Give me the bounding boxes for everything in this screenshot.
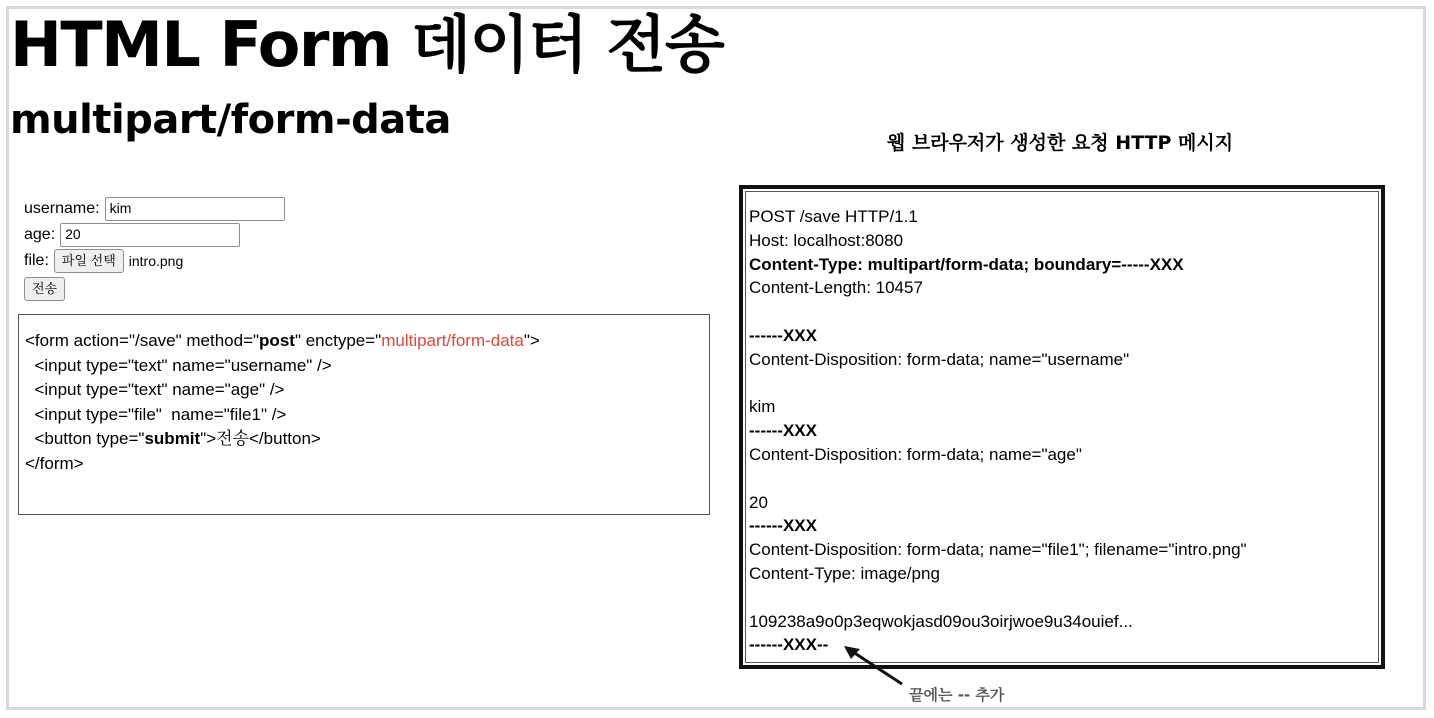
username-input[interactable]: kim (105, 197, 285, 221)
submit-row (24, 276, 285, 302)
age-input[interactable]: 20 (60, 223, 240, 247)
username-label: username: (24, 200, 100, 217)
code-line-6: </form> (25, 453, 84, 473)
closing-boundary-note: 끝에는 -- 추가 (909, 686, 1005, 704)
submit-button[interactable]: 전송 (24, 277, 65, 301)
boundary-line: ------XXX (749, 421, 817, 441)
age-label: age: (24, 226, 56, 243)
code-line-1 (25, 331, 540, 350)
code-text: <button type=" (25, 429, 145, 448)
part-disposition: Content-Disposition: form-data; name="age" (749, 444, 1082, 464)
code-line-3: <input type="text" name="age" /> (25, 380, 285, 399)
http-host-header: Host: localhost:8080 (749, 230, 904, 250)
page-subtitle: multipart/form-data (10, 97, 451, 143)
file-label: file: (24, 252, 49, 269)
code-text: " enctype=" (294, 331, 382, 350)
http-message-box (739, 185, 1385, 669)
code-line-5 (25, 429, 321, 448)
file-row (24, 248, 285, 274)
code-line-2: <input type="text" name="username" /> (25, 355, 332, 375)
html-code-box (18, 314, 710, 515)
code-keyword-submit: submit (144, 429, 201, 448)
code-enctype-value: multipart/form-data (381, 331, 524, 350)
part-content-type: Content-Type: image/png (749, 563, 940, 583)
http-message-heading: 웹 브라우저가 생성한 요청 HTTP 메시지 (886, 132, 1234, 154)
part-body: kim (749, 397, 776, 417)
part-disposition: Content-Disposition: form-data; name="file1"; filename="intro.png" (749, 540, 1247, 560)
boundary-line: ------XXX (749, 516, 817, 536)
code-text: <form action="/save" method=" (25, 331, 260, 350)
part-body: 20 (749, 492, 768, 512)
form-preview (24, 196, 285, 302)
code-keyword-post: post (259, 331, 295, 350)
code-line-4: <input type="file" name="file1" /> (25, 404, 287, 424)
http-content-length-header: Content-Length: 10457 (749, 278, 923, 298)
http-request-line: POST /save HTTP/1.1 (749, 207, 918, 226)
code-text: ">전송</button> (200, 429, 321, 448)
file-name: intro.png (128, 253, 184, 269)
file-choose-button[interactable]: 파일 선택 (54, 249, 124, 273)
part-disposition: Content-Disposition: form-data; name="username" (749, 349, 1130, 369)
username-row (24, 196, 285, 222)
part-body: 109238a9o0p3eqwokjasd09ou3oirjwoe9u34ouief... (749, 611, 1133, 631)
http-content-type-header: Content-Type: multipart/form-data; boundary=-----XXX (749, 254, 1184, 274)
boundary-line: ------XXX (749, 325, 817, 345)
page-title: HTML Form 데이터 전송 (10, 8, 724, 81)
code-text: "> (523, 331, 540, 350)
age-row (24, 222, 285, 248)
closing-boundary-line: ------XXX-- (749, 635, 829, 655)
arrow-icon (838, 640, 908, 688)
